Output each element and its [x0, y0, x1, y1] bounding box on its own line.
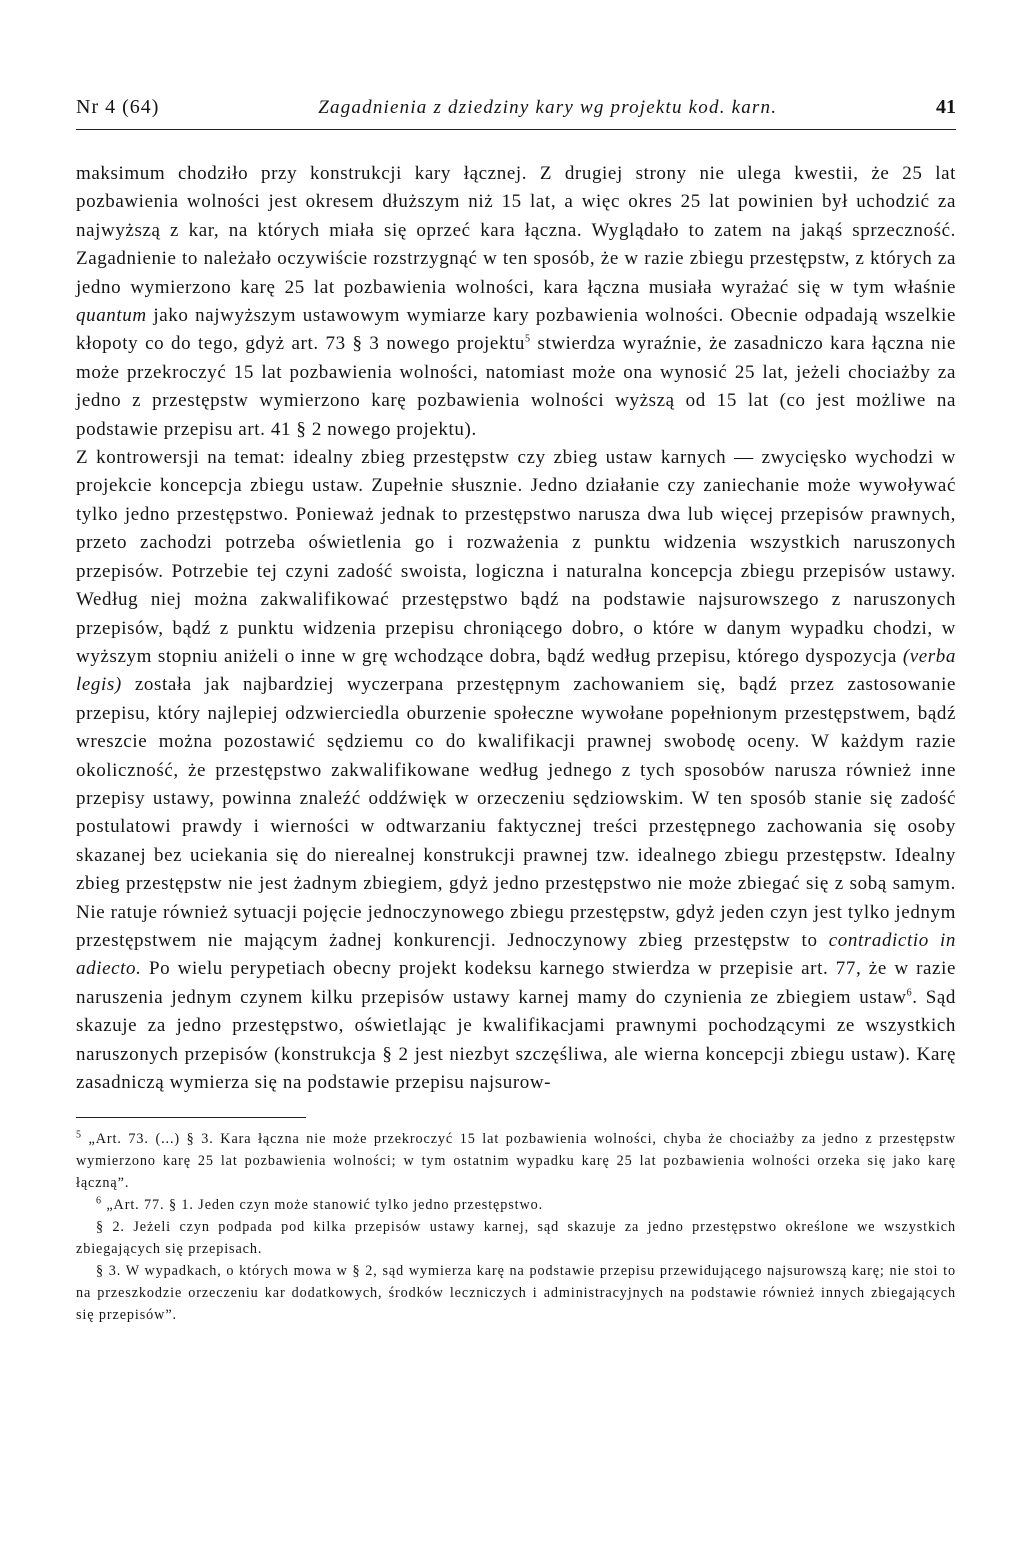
footnotes: [76, 1128, 956, 1326]
footnote-5-text: „Art. 73. (...) § 3. Kara łączna nie może przekroczyć 15 lat pozbawienia wolności, chyba że chociażby za jedno z przestępstw wymierzono karę 25 lat pozbawienia wolności; w tym ostatnim wypadku karę 25 lat pozbawienia wolności orzeka się jako karę łączną”.: [76, 1131, 957, 1192]
body-text: [76, 160, 956, 1097]
paragraph-1-text-a: maksimum chodziło przy konstrukcji kary łącznej. Z drugiej strony nie ulega kwestii, że 25 lat pozbawienia wolności jest okresem dłuższym niż 15 lat, a więc okres 25 lat powinien był uchodzić za najwyższą z kar, na których miała się oprzeć kara łączna. Wyglądało to zatem na jakąś sprzeczność. Zagadnienie to należało oczywiście rozstrzygnąć w ten sposób, że w razie zbiegu przestępstw, z których za jedno wymierzono karę 25 lat pozbawienia wolności, kara łączna musiała wyrażać się w tym właśnie: [76, 163, 956, 298]
paragraph-2-text-c: Po wielu perypetiach obecny projekt kodeksu karnego stwierdza w przepisie art. 77, że w razie naruszenia jednym czynem kilku przepisów ustawy karnej mamy do czynienia ze zbiegiem ustaw: [76, 958, 956, 1008]
paragraph-2: [76, 444, 956, 1097]
footnote-ref-6: 6: [906, 987, 913, 999]
footnote-6-mark: 6: [96, 1195, 102, 1207]
running-head: [76, 96, 956, 130]
footnote-6-section-3: § 3. W wypadkach, o których mowa w § 2, sąd wymierza karę na podstawie przepisu przewidującego najsurowszą karę; nie stoi to na przeszkodzie orzeczeniu kar dodatkowych, środków leczniczych i administracyjnych na podstawie również innych zbiegających się przepisów”.: [76, 1263, 956, 1324]
term-quantum: quantum: [76, 305, 147, 327]
paragraph-1-text-b: jako najwyższym ustawowym wymiarze kary pozbawienia wolności. Obecnie odpadają wszelkie kłopoty co do tego, gdyż art. 73 § 3 nowego projektu: [76, 305, 957, 355]
paragraph-2-text-b: została jak najbardziej wyczerpana przestępnym zachowaniem się, bądź przez zastosowanie przepisu, który najlepiej odzwierciedla oburzenie społeczne wywołane popełnionym przestępstwem, bądź wreszcie można pozostawić sędziemu co do kwalifikacji prawnej swobodę oceny. W każdym razie okoliczność, że przestępstwo zakwalifikowane według jednego z tych sposobów narusza również inne przepisy ustawy, powinna znaleźć oddźwięk w orzeczeniu sędziowskim. W ten sposób stanie się zadość postulatowi prawdy i wierności w odtwarzaniu faktycznej treści przestępnego zachowania się osoby skazanej bez uciekania się do nierealnej konstrukcji prawnej tzw. idealnego zbiegu przestępstw. Idealny zbieg przestępstw nie jest żadnym zbiegiem, gdyż jedno przestępstwo nie może zbiegać się z sobą samym. Nie ratuje również sytuacji pojęcie jednoczynowego zbiegu przestępstw, gdyż jeden czyn jest tylko jednym przestępstwem nie mającym żadnej konkurencji. Jednoczynowy zbieg przestępstw to: [76, 674, 956, 951]
paragraph-2-text-d: . Sąd skazuje za jedno przestępstwo, oświetlając je kwalifikacjami prawnymi pochodzącymi ze wszystkich naruszonych przepisów (konstrukcja § 2 jest niezbyt szczęśliwa, ale wierna koncepcji zbiegu ustaw). Karę zasadniczą wymierza się na podstawie przepisu najsurow-: [76, 986, 956, 1093]
footnote-5-mark: 5: [76, 1129, 82, 1141]
footnote-6-section-2: § 2. Jeżeli czyn podpada pod kilka przepisów ustawy karnej, sąd skazuje za jedno przestępstwo określone we wszystkich zbiegających się przepisach.: [76, 1219, 956, 1258]
footnote-separator: [76, 1117, 306, 1118]
page: [76, 96, 956, 1326]
paragraph-2-text-a: Z kontrowersji na temat: idealny zbieg przestępstw czy zbieg ustaw karnych — zwycięsko wychodzi w projekcie koncepcja zbiegu ustaw. Zupełnie słusznie. Jedno działanie czy zaniechanie może wywoływać tylko jedno przestępstwo. Ponieważ jednak to przestępstwo narusza dwa lub więcej przepisów prawnych, przeto zachodzi potrzeba oświetlenia go i rozważenia z punktu widzenia wszystkich naruszonych przepisów. Potrzebie tej czyni zadość swoista, logiczna i naturalna koncepcja zbiegu przepisów ustawy. Według niej można zakwalifikować przestępstwo bądź na podstawie najsurowszego z naruszonych przepisów, bądź z punktu widzenia przepisu chroniącego dobro, o które w danym wypadku chodzi, w wyższym stopniu aniżeli o inne w grę wchodzące dobra, bądź według przepisu, którego dyspozycja: [76, 447, 956, 667]
term-contradictio: contradictio in adiecto.: [76, 929, 957, 980]
paragraph-1: [76, 160, 956, 444]
paragraph-1-text-c: stwierdza wyraźnie, że zasadniczo kara łączna nie może przekroczyć 15 lat pozbawienia wolności, natomiast może ona wynosić 25 lat, jeżeli chociażby za jedno z przestępstw wymierzono karę pozbawienia wolności wyższą od 15 lat (co jest możliwe na podstawie przepisu art. 41 § 2 nowego projektu).: [76, 333, 956, 440]
running-title: Zagadnienia z dziedziny kary wg projektu kod. karn.: [318, 97, 778, 118]
issue-number: Nr 4 (64): [76, 96, 160, 118]
footnote-ref-5: 5: [525, 334, 531, 346]
page-number: 41: [935, 96, 956, 118]
footnote-6-text: „Art. 77. § 1. Jeden czyn może stanowić tylko jedno przestępstwo.: [106, 1197, 544, 1214]
footnote-6: [76, 1194, 956, 1216]
term-verba-legis: (verba legis): [76, 645, 956, 696]
footnote-5: [76, 1128, 956, 1194]
